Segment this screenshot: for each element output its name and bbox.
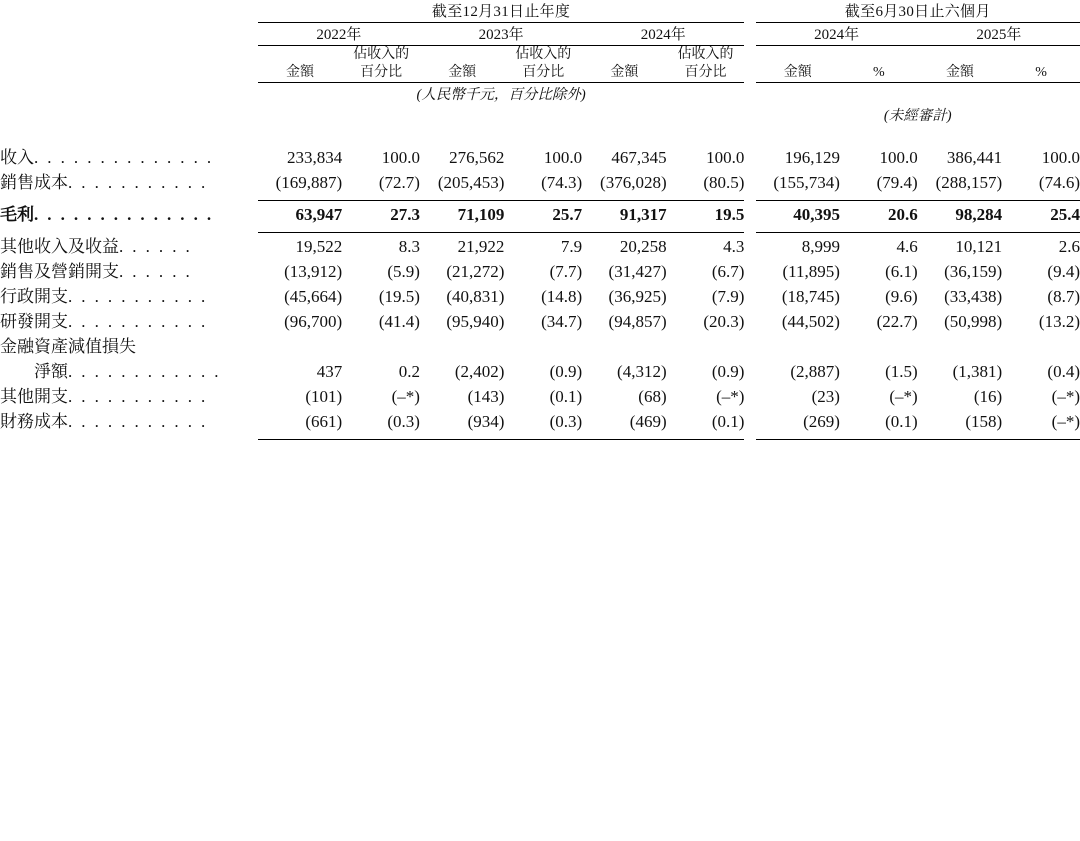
row-value [504,332,582,357]
row-label [0,357,258,382]
table-row [0,382,1080,407]
subheader-pct-line1: 佔收入的 [353,47,410,62]
header-empty-cell [0,0,258,21]
header-period-2023: 2023年 [478,27,524,43]
row-value: (0.1) [667,407,745,439]
row-value: (8.7) [1047,287,1080,306]
header-group-interim: 截至6月30日止六個月 [844,4,991,20]
row-value: 98,284 [918,200,1002,232]
subheader-pct-line2-b: 百分比 [522,64,565,80]
row-value: (94,857) [608,312,667,331]
row-value: (7.9) [711,287,745,306]
row-value: 21,922 [457,237,505,256]
subheader-pct-line1-c: 佔收入的 [677,47,734,62]
header-subcolumn-row [0,46,1080,82]
header-empty-cell-3 [0,46,258,82]
row-value: 10,121 [955,237,1003,256]
header-period-2024-interim: 2024年 [814,27,860,43]
row-value: 20.6 [840,200,918,232]
row-value: (–*) [716,387,745,406]
audit-note-empty [258,104,745,125]
table-row [0,332,1080,357]
row-label-text: 財務成本 [0,412,68,431]
row-label [0,143,258,168]
row-dots: . . . . . . . . . . . . . . [34,148,214,167]
table-row [0,282,1080,307]
row-value: (95,940) [446,312,505,331]
row-dots: . . . . . . . . . . . . . . [34,205,214,224]
row-value: (74.6) [1002,168,1080,200]
row-value: (269) [756,407,840,439]
row-dots: . . . . . . . . . . . [68,412,208,431]
row-gap [744,168,755,200]
row-value: (205,453) [420,168,504,200]
row-value: 467,345 [611,148,667,167]
audit-note-row [0,104,1080,125]
subheader-pct-2022 [342,46,420,82]
table-row [0,168,1080,200]
row-value: 63,947 [258,200,342,232]
header-gap-cell-2 [744,23,755,45]
row-value: (6.1) [885,262,918,281]
header-period-2025-interim: 2025年 [976,27,1022,43]
subheader-amount-2025-interim: 金額 [945,64,974,80]
row-gap [744,232,755,257]
row-dots: . . . . . . . . . . . [68,287,208,306]
row-value [756,332,840,357]
row-value: (18,745) [781,287,840,306]
row-value: 100.0 [381,148,420,167]
row-value: 386,441 [946,148,1003,167]
table-row [0,143,1080,168]
row-value: 4.3 [723,237,745,256]
subheader-pct-2024 [667,46,745,82]
table-row [0,357,1080,382]
row-value: (11,895) [782,262,840,281]
header-gap-cell [744,0,755,21]
audit-note-gap [744,104,755,125]
row-value: (13.2) [1038,312,1080,331]
row-dots: . . . . . . . . . . . [68,387,208,406]
row-value: 0.2 [398,362,420,381]
row-value [667,332,745,357]
row-value: (96,700) [284,312,343,331]
row-label [0,282,258,307]
row-value: (14.8) [541,287,583,306]
row-label [0,332,258,357]
row-value: (9.4) [1047,262,1080,281]
row-value: (934) [420,407,504,439]
audit-note: (未經審計) [883,108,952,124]
row-value [582,332,666,357]
row-value: (19.5) [378,287,420,306]
row-value: (661) [258,407,342,439]
row-value: 276,562 [449,148,505,167]
row-value: (16) [973,387,1003,406]
row-gap [744,382,755,407]
row-value: (74.3) [504,168,582,200]
row-value [258,332,342,357]
row-dots: . . . . . . . . . . . [68,173,208,192]
subheader-amount-2023: 金額 [448,64,477,80]
row-value: 25.4 [1002,200,1080,232]
row-dots: . . . . . . [119,237,193,256]
row-value: (–*) [1051,387,1080,406]
row-value: (68) [638,387,667,406]
row-value: (45,664) [284,287,343,306]
subheader-pct-2023 [504,46,582,82]
header-period-2022: 2022年 [316,27,362,43]
row-value: 233,834 [286,148,343,167]
row-value: 27.3 [342,200,420,232]
row-value: (101) [305,387,343,406]
row-value: 196,129 [784,148,840,167]
row-value: (169,887) [258,168,342,200]
header-period-row [0,23,1080,45]
row-value: 2.6 [1058,237,1080,256]
row-dots: . . . . . . . . . . . . [68,362,221,381]
row-value: (13,912) [284,262,343,281]
row-value: 8,999 [801,237,840,256]
unit-note-gap [744,83,755,105]
row-value: (79.4) [840,168,918,200]
row-value: (4,312) [617,362,667,381]
row-value: (469) [582,407,666,439]
row-value: (41.4) [378,312,420,331]
unit-note-spacer [0,83,258,105]
row-label-text: 毛利 [0,205,34,224]
section-spacer [0,125,1080,143]
row-value: (9.6) [885,287,918,306]
row-gap [744,407,755,439]
row-value: 437 [316,362,343,381]
row-value: (–*) [391,387,420,406]
row-gap [744,307,755,332]
row-value: 7.9 [560,237,583,256]
row-value: (2,402) [454,362,505,381]
row-value: 100.0 [1041,148,1080,167]
row-value: (0.3) [504,407,582,439]
row-label [0,307,258,332]
row-label [0,232,258,257]
row-gap [744,282,755,307]
subheader-pct-line2-c: 百分比 [684,64,727,80]
unit-note-row [0,83,1080,105]
row-value: 91,317 [582,200,666,232]
row-label-text: 研發開支 [0,312,68,331]
row-value: (0.9) [711,362,745,381]
row-value: 100.0 [543,148,583,167]
row-value: 19.5 [667,200,745,232]
row-value: (34.7) [541,312,583,331]
row-value: 71,109 [420,200,504,232]
row-gap [744,257,755,282]
row-label-text: 金融資產減值損失 [0,337,136,356]
subheader-amount-2022: 金額 [285,64,314,80]
table-row [0,407,1080,439]
row-label-text: 銷售及營銷開支 [0,262,119,281]
row-value: (0.3) [342,407,420,439]
header-period-2024: 2024年 [640,27,686,43]
row-value: (5.9) [387,262,420,281]
row-value: 100.0 [879,148,918,167]
row-value: (376,028) [582,168,666,200]
row-value: (7.7) [549,262,583,281]
row-dots: . . . . . . [119,262,193,281]
row-value: 25.7 [504,200,582,232]
row-value: (44,502) [781,312,840,331]
row-value: (1,381) [952,362,1003,381]
row-value: (2,887) [790,362,840,381]
row-value: 19,522 [295,237,343,256]
row-value: (143) [467,387,505,406]
row-gap [744,143,755,168]
row-value: (0.1) [840,407,918,439]
header-group-row [0,0,1080,21]
row-value: (21,272) [446,262,505,281]
row-value: (23) [811,387,840,406]
row-value: (40,831) [446,287,505,306]
row-value: (158) [918,407,1002,439]
row-value: (50,998) [944,312,1003,331]
table-row [0,200,1080,232]
row-value: (155,734) [756,168,840,200]
table-row [0,232,1080,257]
row-value: (31,427) [608,262,667,281]
row-value: (80.5) [667,168,745,200]
row-value [840,332,918,357]
row-value: (20.3) [703,312,745,331]
section-spacer-cell [0,125,1080,143]
row-label-text: 其他收入及收益 [0,237,119,256]
header-empty-cell-2 [0,23,258,45]
row-value: (0.9) [549,362,583,381]
row-label-text: 淨額 [34,362,68,381]
row-value: (33,438) [944,287,1003,306]
row-label [0,200,258,232]
row-value: (0.4) [1047,362,1080,381]
row-value: 8.3 [398,237,420,256]
row-value: 100.0 [706,148,745,167]
subheader-percent-2024-interim: % [873,64,885,80]
row-value: 40,395 [756,200,840,232]
row-value: (0.1) [549,387,583,406]
row-label-text: 收入 [0,148,34,167]
audit-note-spacer [0,104,258,125]
row-label-text: 銷售成本 [0,173,68,192]
subheader-pct-line1-b: 佔收入的 [515,47,572,62]
unit-note: (人民幣千元，百分比除外) [416,87,586,103]
row-label-text: 行政開支 [0,287,68,306]
row-value: (22.7) [876,312,918,331]
row-label [0,407,258,439]
header-gap-cell-3 [744,46,755,82]
row-value: (36,159) [944,262,1003,281]
subheader-pct-line2: 百分比 [360,64,403,80]
subheader-amount-2024-interim: 金額 [783,64,812,80]
row-gap [744,357,755,382]
row-value: (72.7) [342,168,420,200]
row-value [918,332,1002,357]
row-label-text: 其他開支 [0,387,68,406]
row-dots: . . . . . . . . . . . [68,312,208,331]
row-label [0,382,258,407]
row-value: (36,925) [608,287,667,306]
row-gap [744,332,755,357]
row-value: 4.6 [896,237,918,256]
row-value: (288,157) [918,168,1002,200]
row-gap [744,200,755,232]
row-value: 20,258 [619,237,667,256]
unit-note-empty [756,83,1080,105]
row-value: (–*) [1002,407,1080,439]
row-value: (–*) [889,387,918,406]
table-row [0,307,1080,332]
row-value [420,332,504,357]
subheader-amount-2024: 金額 [610,64,639,80]
row-value [342,332,420,357]
header-group-annual: 截至12月31日止年度 [431,4,571,20]
row-value [1002,332,1080,357]
row-value: (6.7) [711,262,745,281]
row-label [0,168,258,200]
table-row [0,257,1080,282]
subheader-percent-2025-interim: % [1035,64,1047,80]
row-label [0,257,258,282]
row-value: (1.5) [885,362,918,381]
